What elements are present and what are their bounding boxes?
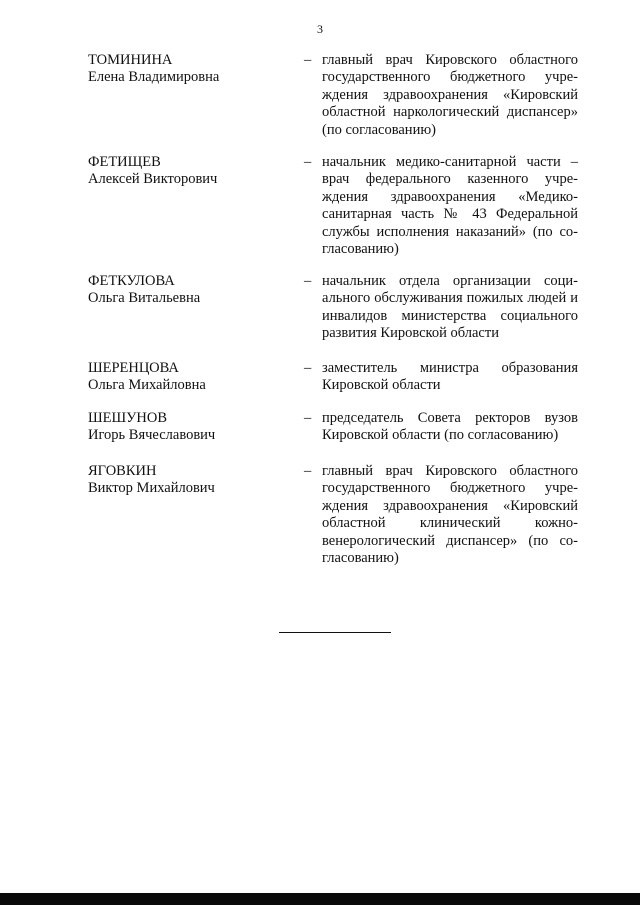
dash-separator: – — [304, 463, 312, 479]
dash-separator: – — [304, 360, 312, 376]
member-name — [88, 360, 288, 395]
dash-separator: – — [304, 273, 312, 289]
member-surname: ШЕШУНОВ — [88, 410, 167, 426]
member-given-names: Алексей Викторович — [88, 171, 218, 188]
member-position: председатель Совета ректоров вузов Кировской области (по согласованию) — [322, 410, 578, 444]
member-surname: ЯГОВКИН — [88, 463, 157, 479]
member-surname: ТОМИНИНА — [88, 52, 173, 68]
member-name — [88, 52, 288, 87]
member-given-names: Ольга Витальевна — [88, 290, 201, 307]
member-given-names: Игорь Вячеславович — [88, 427, 216, 444]
member-position: начальник отдела организации социального обслуживания пожилых людей и инвалидов министерства социального развития Кировской области — [322, 273, 578, 342]
member-name — [88, 410, 288, 445]
member-surname: ФЕТИЩЕВ — [88, 154, 161, 170]
dash-separator: – — [304, 154, 312, 170]
closing-rule — [279, 632, 391, 633]
member-position: заместитель министра образования Кировской области — [322, 360, 578, 394]
page-number: 3 — [317, 22, 323, 36]
dash-separator: – — [304, 410, 312, 426]
member-name — [88, 154, 288, 189]
member-surname: ШЕРЕНЦОВА — [88, 360, 179, 376]
member-name — [88, 273, 288, 308]
member-position: главный врач Кировского областного государственного бюджетного учреждения здравоохранения «Кировский областной клинический кожновенерологический диспансер» (по согласованию) — [322, 463, 578, 567]
member-surname: ФЕТКУЛОВА — [88, 273, 175, 289]
scan-edge-bar — [0, 893, 640, 905]
dash-separator: – — [304, 52, 312, 68]
member-name — [88, 463, 288, 498]
member-given-names: Елена Владимировна — [88, 69, 220, 86]
member-position: начальник медико-санитарной части – врач федерального казенного учреждения здравоохранения «Медико-санитарная часть № 43 Федеральной службы исполнения наказаний» (по согласованию) — [322, 154, 578, 258]
member-given-names: Виктор Михайлович — [88, 480, 215, 497]
member-given-names: Ольга Михайловна — [88, 377, 206, 394]
member-position: главный врач Кировского областного государственного бюджетного учреждения здравоохранения «Кировский областной наркологический диспансер» (по согласованию) — [322, 52, 578, 138]
